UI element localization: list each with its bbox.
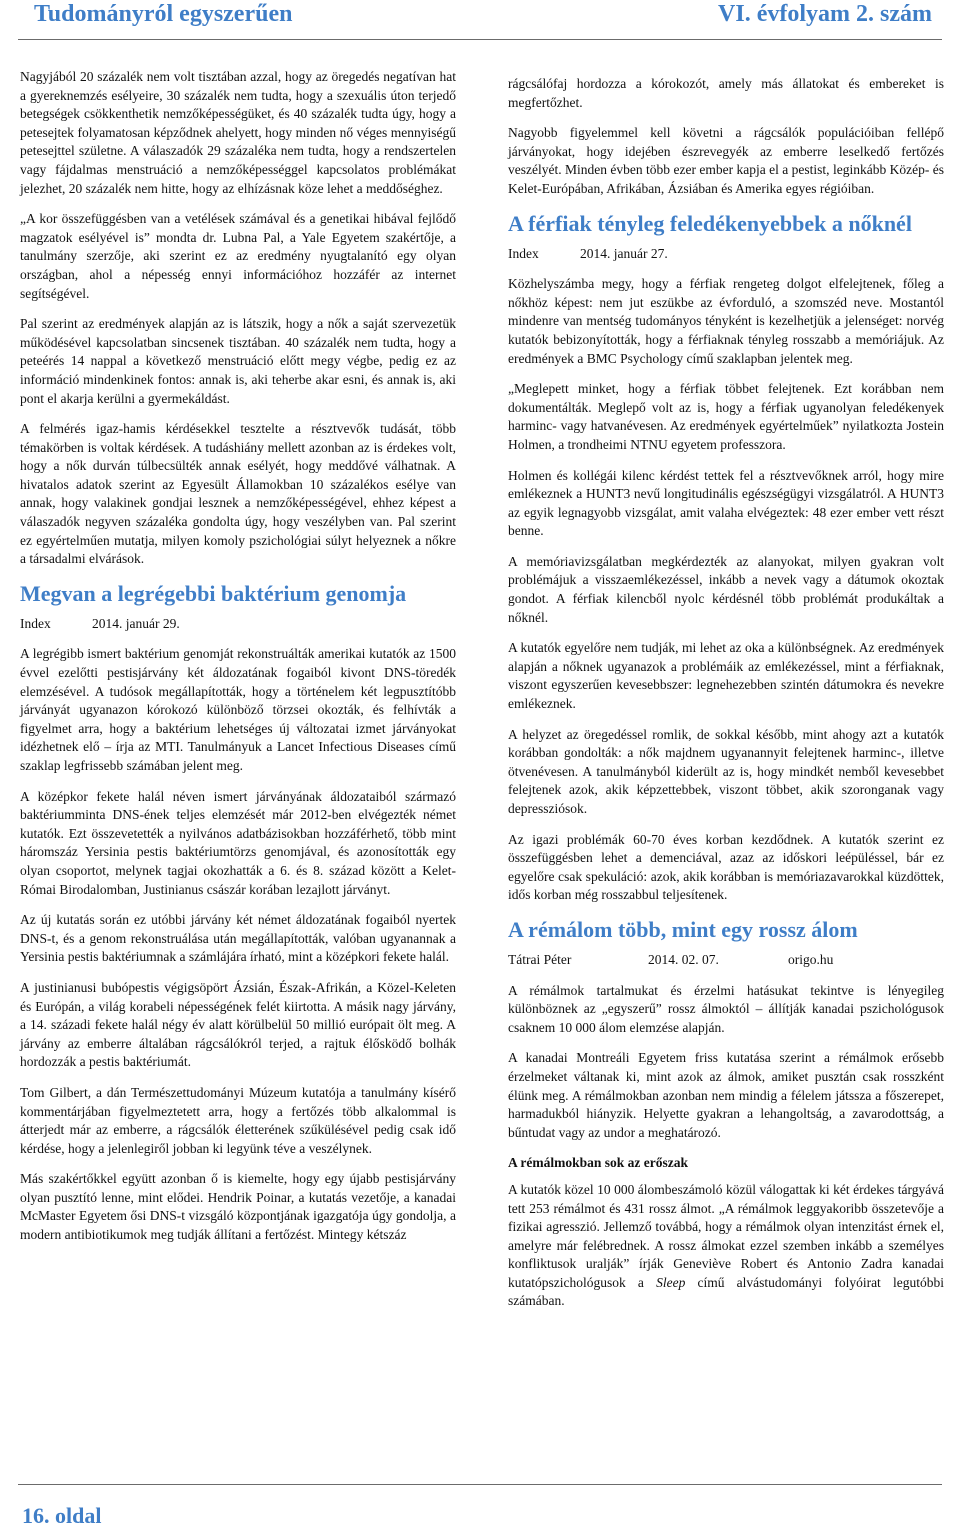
source-label: Index [508, 245, 539, 261]
paragraph: A memóriavizsgálatban megkérdezték az alanyokat, milyen gyakran volt problémájuk a visszaemlékezéssel, inkább a nevek vagy a dátumok okoztak gondot. A férfiak kilencből nyolc kérdésnél több problémát produkáltak a nőknél. [508, 553, 944, 625]
paragraph: Nagyobb figyelemmel kell követni a rágcsálók populációiban fellépő járványokat, hogy idejében észrevegyék az emberre leselkedő fertőzés veszélyét. Minden évben több ezer ember kapja el a pestist, leginkább Közép- és Kelet-Európában, Afrikában, Ázsiában és Amerika egyes régióiban. [508, 125, 944, 196]
paragraph: Tom Gilbert, a dán Természettudományi Múzeum kutatója a tanulmány kísérő kommentárjában figyelmeztetett arra, hogy a fertőzés több alkalommal is átterjedt már az emberre, a rágcsálók életterének szűkülésével pedig csak idő kérdése, hogy a jelenlegiről jobban ki legyünk téve a veszélynek. [20, 1084, 456, 1156]
paragraph: Nagyjából 20 százalék nem volt tisztában azzal, hogy az öregedés negatívan hat a gyereknemzés esélyeire, 30 százalék nem tudta, hogy a szexuális úton terjedő betegségek csökkenthetik nemzőképességüket, és 40 százalék tudta úgy, hogy a petesejtek folyamatosan képződnek ahelyett, hogy minden nő véges mennyiségű petesejttel születne. A válaszadók 29 százaléka nem tudta, hogy a rendszertelen vagy fájdalmas menstruáció a nemzőképességgel kapcsolatos problémákat jelezhet, 20 százalék nem hitte, hogy az elhízásnak köze lehet a meddőséghez. [20, 69, 456, 196]
paragraph: Más szakértőkkel együtt azonban ő is kiemelte, hogy egy újabb pestisjárvány olyan pusztító lenne, mint elődei. Hendrik Poinar, a kutatás vezetője, a kanadai McMaster Egyetem ősi DNS-t vizsgáló központjának igazgatója úgy gondolja, a modern antibiotikumok meg tudják állítani a fertőzést. Mintegy kétszáz [20, 1171, 456, 1243]
paragraph: A rémálmok tartalmukat és érzelmi hatásukat tekintve is lényegileg különböznek az „egyszerű” rossz álmoktól – állítják kanadai pszichológusok csaknem 10 000 álom elemzése alapján. [508, 982, 944, 1035]
article-meta [20, 615, 456, 634]
paragraph: Közhelyszámba megy, hogy a férfiak rengeteg dolgot elfelejtenek, főleg a nőkhöz képest: nem jut eszükbe az évforduló, a szomszéd neve. Mostantól mindenre van mentség tudományos tényként is kezelhetjük a jelenséget: norvég kutatók bebizonyították, hogy a férfiaknak tényleg rosszabb a memóriájuk. Az eredmények a BMC Psychology című szaklapban jelentek meg. [508, 276, 944, 366]
paragraph-text: című alvástudományi folyóirat legutóbbi számában. [508, 1274, 944, 1309]
paragraph-text: A kutatók közel 10 000 álombeszámoló közül válogattak ki két érdekes tárgyává tett 253 rémálmot és 431 rossz álmot. „A rémálmok leggyakoribb összetevője a fizikai agresszió. Jellemző továbbá, hogy a rémálmok olyan intenzitást érnek el, amelyre már felébrednek. A rossz álmokat ezzel szemben inkább a személyes konfliktusok uralják” írják Geneviève Robert és Antonio Zadra kanadai kutatópszichológusok a [508, 1181, 944, 1290]
paragraph: Holmen és kollégái kilenc kérdést tettek fel a résztvevőknek arról, hogy mire emlékeznek a HUNT3 nevű longitudinális egészségügyi vizsgálatról. A HUNT3 az egyik legnagyobb vizsgálat, amit valaha elvégeztek: 48 ezer ember vett részt benne. [508, 467, 944, 539]
paragraph: Az igazi problémák 60-70 éves korban kezdődnek. A kutatók szerint ez összefüggésben lehet a demenciával, azaz az időskori leépüléssel, bár ez egyelőre csak spekuláció: azok, akik korábban is memóriazavarokkal küzdöttek, idős korban még rosszabbul teljesítenek. [508, 831, 944, 903]
page-header [0, 0, 960, 28]
date-label: 2014. 02. 07. [648, 951, 719, 967]
header-divider [18, 39, 942, 40]
subheading-violence: A rémálmokban sok az erőszak [508, 1155, 688, 1171]
paragraph: A felmérés igaz-hamis kérdésekkel tesztelte a résztvevők tudását, több témakörben is voltak kérdések. A tudáshiány mellett azonban az is érdekes volt, hogy a nők durván túlbecsülték annak esélyét, hogy meddővé válhatnak. A hivatalos adatok szerint az Egyesült Államokban 10 százalékos esélye van annak, hogy valakinek gondjai lesznek a nemzőképességével, ehhez képest a válaszadók negyven százaléka gondolta úgy, hogy veszélyben van. Pal szerint ez egyértelműen mutatja, milyen komoly pszichológiai súlyt helyeznek a nőkre a társadalmi elvárások. [20, 421, 456, 567]
quote-paragraph: „A kor összefüggésben van a vetélések számával és a genetikai hibával fejlődő magzatok esélyével is” mondta dr. Lubna Pal, a Yale Egyetem szakértője, a tanulmány szerzője, aki szerint ez az eredmény nyugtalanító egy olyan országban, ahol a népesség ennyi információhoz hozzáfér az internet segítségével. [20, 211, 456, 301]
paragraph: A helyzet az öregedéssel romlik, de sokkal később, mint ahogy azt a kutatók korábban gondolták: a nők majdnem ugyanannyit felejtenek harminc-, illetve ötvenévesen. A tanulmányból kiderült az is, hogy mindkét nemből kevesebbet felejtenek azok, akik képzettebbek, viszont többet, akik szoronganak vagy depressziósok. [508, 726, 944, 816]
issue-label: VI. évfolyam 2. szám [718, 0, 932, 27]
article-heading-memory: A férfiak tényleg feledékenyebbek a nőknél [508, 210, 912, 236]
date-label: 2014. január 27. [580, 245, 668, 261]
paragraph: A kutatók egyelőre nem tudják, mi lehet az oka a különbségnek. Az eredmények alapján a nőknek ugyanazok a problémáik az emlékezéssel, mint a férfiaknak, viszont egyszerűen kevesebbszer: legnehezebben szintén dátumokra és nevekre emlékeznek. [508, 640, 944, 712]
article-meta [508, 951, 944, 970]
paragraph [508, 1181, 944, 1311]
article-heading-bacteria: Megvan a legrégebbi baktérium genomja [20, 580, 407, 606]
date-label: 2014. január 29. [92, 615, 180, 631]
journal-title: Sleep [656, 1274, 686, 1290]
left-column [20, 68, 456, 1257]
paragraph: Az új kutatás során ez utóbbi járvány két német áldozatának fogaiból nyertek DNS-t, és a genom rekonstruálása után megállapították, valóban ugyanannak a Yersinia pestis baktériumnak a számlájára írható, mint a középkori fekete halál. [20, 912, 456, 965]
paragraph: A legrégibb ismert baktérium genomját rekonstruálták amerikai kutatók az 1500 évvel ezelőtti pestisjárvány két áldozatának fogaiból kivont DNS-töredék elemzésével. A tudósok megállapították, hogy a történelem két legpusztítóbb járványát ugyanazon kórokozó különböző törzsei okozták, és felhívták a figyelmet arra, hogy a baktérium lehetséges új változatai izmet járványokat idézhetnek elő – írja az MTI. Tanulmányuk a Lancet Infectious Diseases című szaklap legfrissebb számában jelent meg. [20, 646, 456, 773]
footer-divider [18, 1484, 942, 1485]
paragraph: rágcsálófaj hordozza a kórokozót, amely más állatokat és embereket is megfertőzhet. [508, 76, 944, 110]
right-column [508, 75, 944, 1323]
page-number: 16. oldal [22, 1503, 102, 1528]
paragraph: A kanadai Montreáli Egyetem friss kutatása szerint a rémálmok erősebb érzelmeket váltanak ki, mint azok az álmok, amiket pusztán csak rosszként élünk meg. A rémálmokban azonban nem mindig a félelem játssza a főszerepet, harmadukból hiányzik. Helyette gyakran a lehangoltság, a zavarodottság, a bűntudat vagy az undor a meghatározó. [508, 1050, 944, 1140]
paragraph: A justinianusi bubópestis végigsöpört Ázsián, Észak-Afrikán, a Közel-Keleten és Európán, a világ korabeli népességének felét kiirtotta. A másik nagy járvány, a 14. századi fekete halál négy év alatt körülbelül 50 millió európait ölt meg. A járvány az emberre általában rágcsálókról terjed, a rajtuk élősködő bolhák hordozzák a pestis baktériumát. [20, 979, 456, 1070]
paragraph: Pal szerint az eredmények alapján az is látszik, hogy a nők a saját szervezetük működésével kapcsolatban sincsenek tisztában. 40 százalék nem tudta, hogy a peteérés 14 nappal a következő menstruáció előtt megy végbe, pedig ez az információ mindenkinek fontos: annak is, aki teherbe akar esni, és annak is, aki pont el akarja kerülni a gyermekáldást. [20, 316, 456, 406]
author-label: Tátrai Péter [508, 951, 572, 967]
site-label: origo.hu [788, 951, 834, 967]
quote-paragraph: „Meglepett minket, hogy a férfiak többet felejtenek. Ezt korábban nem dokumentálták. Meglepő volt az is, hogy a férfiak ugyanolyan feledékenyek harminc- vagy hatvanévesen. Az eredmények egyértelműek” nyilatkozta Jostein Holmen, a trondheimi NTNU egyetem professzora. [508, 381, 944, 452]
source-label: Index [20, 615, 51, 631]
article-heading-nightmare: A rémálom több, mint egy rossz álom [508, 916, 858, 942]
paragraph: A középkor fekete halál néven ismert járványának áldozataiból származó baktériumminta DNS-ének teljes elemzését már 2012-ben elvégezték német kutatók. Ezt összevetették a nyilvános adatbázisokban hozzáférhető, több mint háromszáz Yersinia pestis baktériumtörzs genomjával, és azonosították egy olyan csoportot, melynek tagjai okozhatták a 6. és 8. század között a Kelet-Római Birodalomban, Justinianus császár korában lezajlott járványt. [20, 788, 456, 897]
publication-title: Tudományról egyszerűen [34, 0, 293, 27]
article-meta [508, 245, 944, 264]
